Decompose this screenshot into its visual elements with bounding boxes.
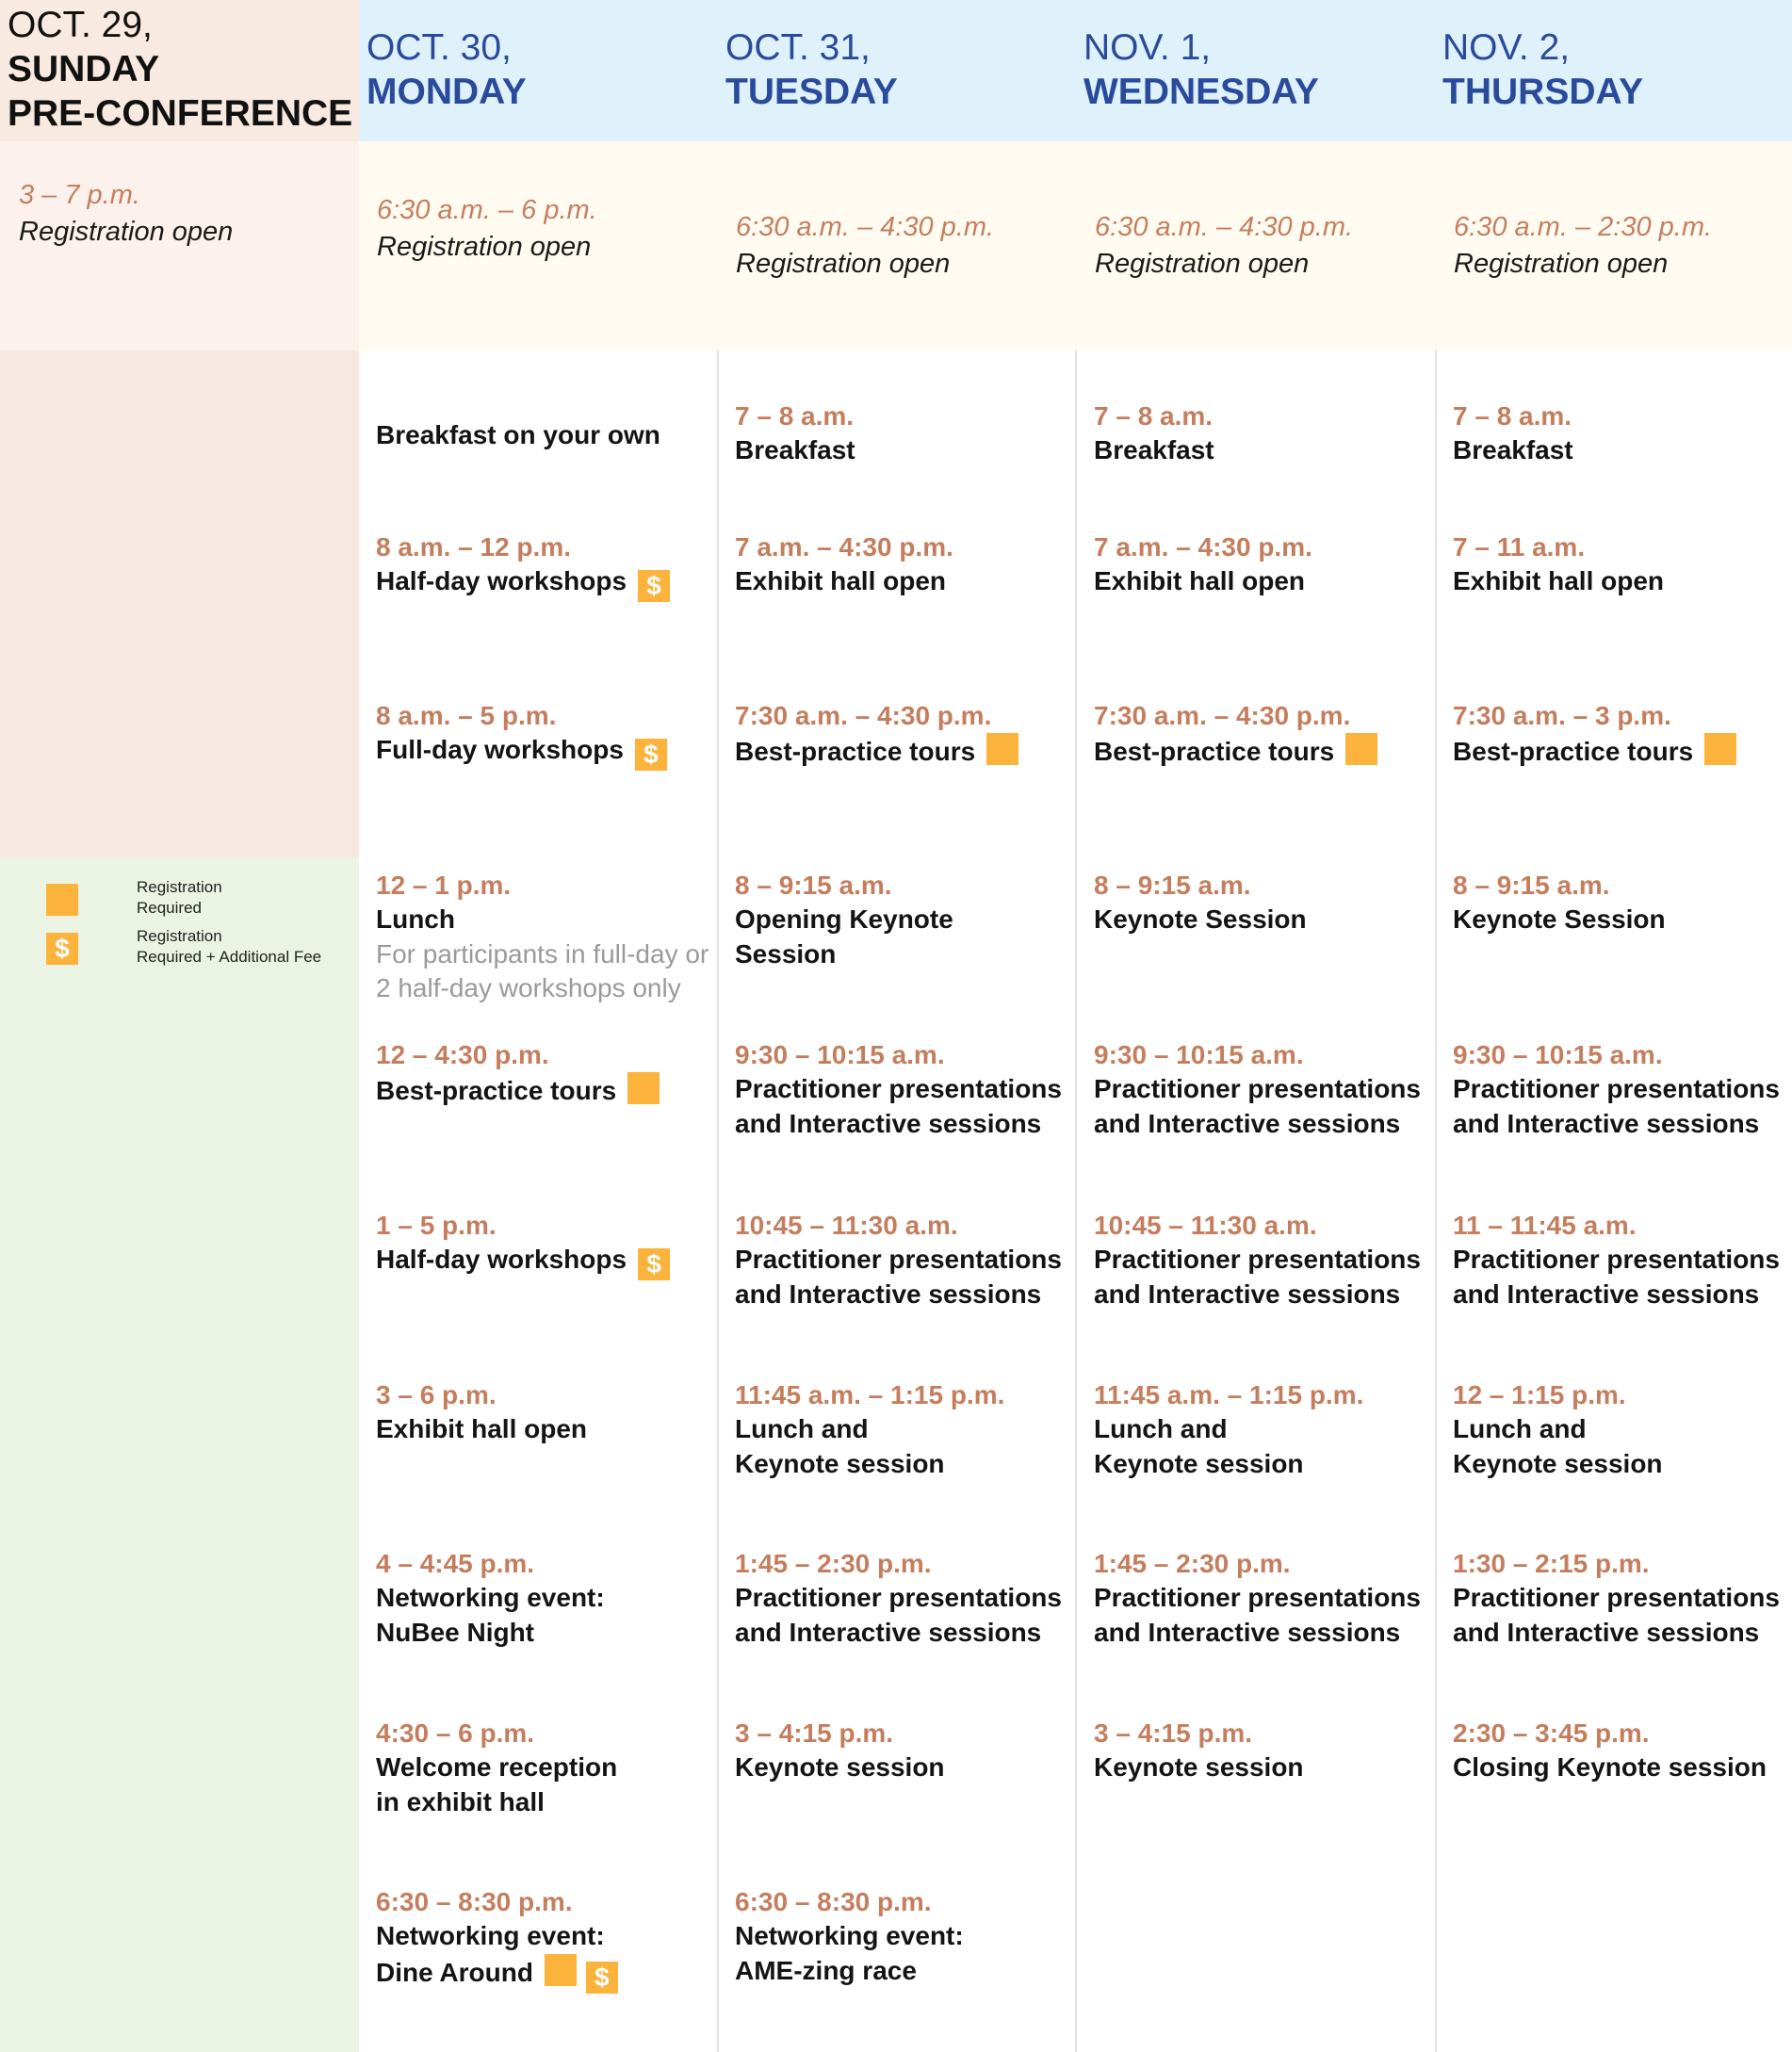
event-item [376, 530, 715, 602]
event-time: 9:30 – 10:15 a.m. [1094, 1040, 1304, 1069]
registration-time: 6:30 a.m. – 2:30 p.m. [1454, 212, 1713, 242]
dollar-fee-icon: $ [586, 1962, 618, 1994]
event-time: 12 – 4:30 p.m. [376, 1040, 549, 1069]
day-date: OCT. 30, [367, 27, 512, 68]
event-time: 3 – 4:15 p.m. [1094, 1718, 1253, 1748]
monday-registration [377, 192, 597, 266]
column-divider [1075, 350, 1077, 2052]
event-time: 3 – 4:15 p.m. [735, 1718, 894, 1748]
event-time: 8 – 9:15 a.m. [1453, 871, 1610, 900]
registration-label: Registration open [19, 217, 234, 248]
event-time: 7:30 a.m. – 4:30 p.m. [1094, 701, 1351, 730]
event-title-row: Networking event: Dine Around $ [376, 1919, 715, 1993]
event-item [1453, 1717, 1792, 1785]
event-item [1094, 1717, 1433, 1785]
event-title: Lunch and Keynote session [735, 1414, 945, 1478]
event-item [376, 1717, 715, 1819]
event-item [1453, 869, 1792, 937]
event-title-line2: Dine Around [376, 1957, 533, 1987]
event-item [376, 1209, 715, 1280]
event-title: Exhibit hall open [376, 1414, 588, 1444]
event-time: 10:45 – 11:30 a.m. [735, 1211, 958, 1240]
dollar-fee-icon: $ [638, 570, 670, 602]
event-title: Practitioner presentations and Interactive sessions [735, 1583, 1062, 1647]
event-title: Networking event: NuBee Night [376, 1583, 605, 1647]
event-title: Best-practice tours [1094, 737, 1335, 767]
wednesday-registration [1095, 209, 1353, 283]
dollar-fee-icon: $ [638, 1248, 670, 1280]
sunday-middle-bg [0, 350, 359, 857]
event-time: 7 a.m. – 4:30 p.m. [735, 532, 953, 562]
day-dow: THURSDAY [1442, 71, 1644, 112]
registration-time: 6:30 a.m. – 6 p.m. [377, 195, 597, 225]
registration-label: Registration open [377, 232, 592, 263]
registration-required-icon [1704, 733, 1736, 765]
event-time: 1:45 – 2:30 p.m. [1094, 1549, 1291, 1578]
event-time: 7 a.m. – 4:30 p.m. [1094, 532, 1312, 562]
event-time: 8 a.m. – 12 p.m. [376, 532, 571, 562]
registration-time: 6:30 a.m. – 4:30 p.m. [736, 212, 995, 242]
event-title-row [376, 733, 715, 771]
thursday-registration [1454, 209, 1712, 283]
event-title: Half-day workshops [376, 566, 627, 596]
event-title: Keynote Session [1094, 904, 1307, 935]
event-item [376, 1038, 715, 1109]
event-title: Closing Keynote session [1453, 1752, 1767, 1783]
event-time: 1:30 – 2:15 p.m. [1453, 1549, 1650, 1578]
event-item [1094, 530, 1433, 599]
sunday-date: OCT. 29, [8, 5, 153, 45]
event-item [1094, 399, 1433, 468]
event-title-row [1453, 733, 1792, 769]
registration-required-icon [1345, 733, 1377, 765]
event-time: 4 – 4:45 p.m. [376, 1549, 535, 1578]
sunday-label: PRE-CONFERENCE [8, 92, 353, 134]
day-date: NOV. 1, [1083, 27, 1212, 68]
event-item [1453, 530, 1792, 599]
legend-fee-text [137, 926, 321, 968]
event-title-row [376, 1072, 715, 1108]
event-title: Breakfast [735, 435, 855, 465]
registration-time: 3 – 7 p.m. [19, 180, 140, 210]
event-title: Best-practice tours [376, 1076, 617, 1106]
day-dow: WEDNESDAY [1083, 71, 1319, 112]
event-item [1094, 1378, 1433, 1481]
event-item [735, 1038, 1074, 1141]
event-item [735, 530, 1074, 599]
event-time: 9:30 – 10:15 a.m. [735, 1040, 945, 1069]
event-title: Lunch and Keynote session [1453, 1414, 1663, 1478]
event-time: 8 – 9:15 a.m. [735, 871, 892, 900]
event-item [376, 418, 715, 452]
column-divider [1435, 350, 1437, 2052]
legend-registration-icon [46, 884, 78, 916]
event-item [1094, 699, 1433, 770]
event-note: For participants in full-day or 2 half-day workshops only [376, 938, 709, 1003]
event-title: Exhibit hall open [1094, 566, 1306, 596]
event-time: 10:45 – 11:30 a.m. [1094, 1211, 1317, 1240]
event-item [1094, 869, 1433, 937]
day-header-tuesday [725, 26, 898, 115]
event-time: 7 – 8 a.m. [735, 401, 855, 431]
sunday-dow: SUNDAY [8, 48, 160, 90]
event-time: 7 – 8 a.m. [1453, 401, 1572, 431]
event-time: 12 – 1:15 p.m. [1453, 1380, 1626, 1409]
registration-required-icon [545, 1954, 577, 1986]
event-time: 6:30 – 8:30 p.m. [376, 1887, 573, 1916]
legend-line: Required [137, 899, 202, 918]
event-item [1094, 1547, 1433, 1650]
day-dow: MONDAY [367, 71, 527, 112]
event-time: 7:30 a.m. – 3 p.m. [1453, 701, 1671, 730]
event-item [1453, 1038, 1792, 1141]
event-item [1453, 1378, 1792, 1481]
event-title: Breakfast [1094, 435, 1214, 465]
event-time: 11 – 11:45 a.m. [1453, 1211, 1637, 1240]
sunday-header [8, 4, 352, 136]
day-dow: TUESDAY [725, 71, 898, 112]
dollar-fee-icon: $ [635, 739, 667, 771]
event-time: 12 – 1 p.m. [376, 871, 512, 900]
legend-registration-text [137, 877, 222, 919]
event-item [1453, 699, 1792, 770]
event-item [735, 1547, 1074, 1650]
event-title-row [376, 564, 715, 602]
day-header-wednesday [1083, 26, 1319, 115]
event-time: 9:30 – 10:15 a.m. [1453, 1040, 1663, 1069]
event-item [1453, 399, 1792, 468]
event-title: Exhibit hall open [735, 566, 947, 596]
event-time: 3 – 6 p.m. [376, 1380, 497, 1409]
event-time: 8 a.m. – 5 p.m. [376, 701, 557, 730]
event-item [1453, 1209, 1792, 1311]
day-header-thursday [1442, 26, 1643, 115]
event-item [735, 1717, 1074, 1785]
event-title: Half-day workshops [376, 1245, 627, 1275]
event-title: Practitioner presentations and Interactive sessions [1094, 1245, 1421, 1309]
event-title: Keynote Session [1453, 904, 1666, 935]
event-title: Lunch and Keynote session [1094, 1414, 1304, 1478]
sunday-legend-bg [0, 857, 359, 2052]
event-item [735, 1209, 1074, 1311]
event-time: 7:30 a.m. – 4:30 p.m. [735, 701, 992, 730]
event-title: Welcome reception in exhibit hall [376, 1752, 618, 1816]
event-time: 2:30 – 3:45 p.m. [1453, 1718, 1650, 1748]
event-title: Practitioner presentations and Interactive sessions [735, 1074, 1062, 1138]
event-title: Practitioner presentations and Interactive sessions [1453, 1583, 1780, 1647]
event-title: Practitioner presentations and Interactive sessions [735, 1245, 1062, 1309]
registration-time: 6:30 a.m. – 4:30 p.m. [1095, 212, 1354, 242]
event-time: 8 – 9:15 a.m. [1094, 871, 1251, 900]
event-item [376, 1885, 715, 1994]
event-title: Practitioner presentations and Interactive sessions [1453, 1074, 1780, 1138]
event-title: Practitioner presentations and Interactive sessions [1453, 1245, 1780, 1309]
event-title: Exhibit hall open [1453, 566, 1665, 596]
legend-line: Registration [137, 878, 222, 896]
day-date: NOV. 2, [1442, 27, 1571, 68]
event-item [376, 869, 715, 1006]
event-title: Full-day workshops [376, 735, 624, 765]
day-date: OCT. 31, [725, 27, 871, 68]
event-time: 1:45 – 2:30 p.m. [735, 1549, 932, 1578]
event-title: Best-practice tours [1453, 737, 1694, 767]
event-time: 11:45 a.m. – 1:15 p.m. [735, 1380, 1005, 1409]
event-time: 11:45 a.m. – 1:15 p.m. [1094, 1380, 1364, 1409]
event-item [376, 699, 715, 771]
tuesday-registration [736, 209, 994, 283]
registration-label: Registration open [1095, 249, 1310, 280]
event-item [735, 869, 1074, 971]
event-time: 7 – 8 a.m. [1094, 401, 1214, 431]
event-time: 6:30 – 8:30 p.m. [735, 1887, 932, 1916]
legend-line: Required + Additional Fee [137, 948, 322, 967]
event-title: Networking event: AME-zing race [735, 1921, 964, 1985]
column-divider [717, 350, 719, 2052]
event-item [735, 399, 1074, 468]
registration-label: Registration open [736, 249, 951, 280]
registration-required-icon [627, 1072, 660, 1104]
event-time: 1 – 5 p.m. [376, 1211, 497, 1240]
event-item [735, 699, 1074, 770]
event-time: 4:30 – 6 p.m. [376, 1718, 535, 1748]
event-item [376, 1378, 715, 1447]
event-item [1094, 1038, 1433, 1141]
event-title-row [1094, 733, 1433, 769]
legend-dollar-icon: $ [46, 933, 78, 965]
event-title: Opening Keynote Session [735, 904, 953, 969]
legend-line: Registration [137, 927, 222, 945]
registration-required-icon [986, 733, 1018, 765]
event-item [735, 1378, 1074, 1481]
event-title-row [735, 733, 1074, 769]
sunday-registration [19, 177, 233, 251]
event-title: Breakfast on your own [376, 420, 660, 449]
event-title: Practitioner presentations and Interactive sessions [1094, 1074, 1421, 1138]
registration-label: Registration open [1454, 249, 1669, 280]
day-header-monday [367, 26, 527, 115]
event-item [1094, 1209, 1433, 1311]
event-title: Keynote session [735, 1752, 945, 1783]
event-title: Keynote session [1094, 1752, 1304, 1783]
event-item [376, 1547, 715, 1650]
event-item [1453, 1547, 1792, 1650]
event-title: Breakfast [1453, 435, 1573, 465]
event-title: Practitioner presentations and Interactive sessions [1094, 1583, 1421, 1647]
event-time: 7 – 11 a.m. [1453, 532, 1586, 562]
event-title-row [376, 1243, 715, 1280]
event-item [735, 1885, 1074, 1988]
event-title: Lunch [376, 904, 455, 935]
event-title: Best-practice tours [735, 737, 976, 767]
